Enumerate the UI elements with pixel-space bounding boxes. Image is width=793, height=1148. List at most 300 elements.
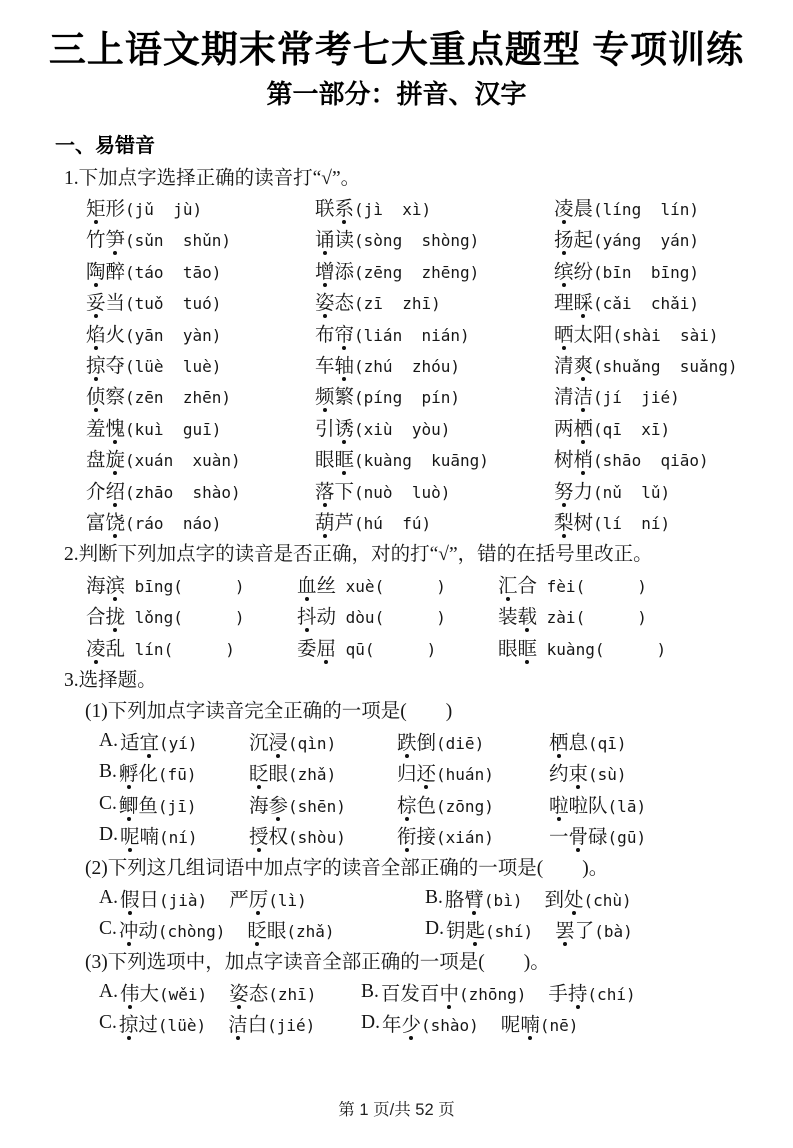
- word-item: [315, 507, 431, 535]
- dotted-character: 洁: [228, 1009, 248, 1037]
- hanzi-word: [554, 262, 593, 283]
- option-cell: [99, 821, 249, 849]
- word-item: [247, 915, 334, 943]
- dotted-character: 厉: [249, 884, 269, 912]
- dotted-character: 焰: [86, 319, 106, 347]
- character: 沉: [249, 732, 269, 754]
- word-cell: [554, 350, 738, 378]
- dotted-character: 伟: [120, 978, 140, 1006]
- dotted-character: 睬: [574, 287, 594, 315]
- pinyin: (shāo qiāo): [593, 451, 709, 471]
- word-item: [315, 287, 441, 315]
- character: 权: [268, 826, 289, 848]
- hanzi-word: [549, 764, 588, 785]
- character: 态: [334, 293, 355, 315]
- word-item: [498, 601, 647, 629]
- word-row: [0, 568, 793, 599]
- word-item: [549, 727, 627, 755]
- option-row: [0, 756, 793, 787]
- option-letter: D.: [361, 1012, 380, 1034]
- page-subtitle: 第一部分：拼音、汉字: [266, 79, 527, 109]
- pinyin: (bì): [483, 890, 523, 910]
- character: 添: [334, 261, 355, 283]
- hanzi-word: [381, 984, 459, 1005]
- dotted-character: 愧: [106, 413, 126, 441]
- pinyin: (fū): [157, 765, 197, 785]
- word-cell: [315, 507, 554, 535]
- hanzi-word: [249, 827, 288, 848]
- pinyin: (qī xī): [593, 419, 671, 439]
- hanzi-word: [315, 199, 354, 220]
- word-row: [0, 348, 793, 379]
- hanzi-word: [554, 230, 593, 251]
- option-cell: [99, 727, 249, 755]
- hanzi-word: [229, 984, 268, 1005]
- hanzi-word: [86, 450, 125, 471]
- pinyin: bīng(: [125, 576, 183, 596]
- word-item: [397, 821, 494, 849]
- word-cell: [86, 319, 315, 347]
- option-cell: [99, 915, 425, 943]
- pinyin: (zhú zhóu): [354, 357, 460, 377]
- hanzi-word: [554, 387, 593, 408]
- word-row: [0, 254, 793, 285]
- question-stem: (2)下列这几组词语中加点字的读音全部正确的一项是( )。: [85, 858, 609, 880]
- dotted-character: 掠: [86, 350, 106, 378]
- character: 树: [573, 512, 594, 534]
- dotted-character: 眶: [518, 633, 538, 661]
- pinyin: (shài sài): [612, 325, 719, 345]
- word-item: [554, 319, 719, 347]
- hanzi-word: [120, 984, 159, 1005]
- option-cell: [361, 1009, 578, 1037]
- dotted-character: 旋: [106, 444, 126, 472]
- dotted-character: 呢: [120, 821, 140, 849]
- pinyin: (jià): [159, 890, 208, 910]
- word-cell: [397, 821, 549, 849]
- hanzi-word: [247, 921, 286, 942]
- option-row: [0, 725, 793, 756]
- dotted-character: 眨: [247, 915, 267, 943]
- pinyin: (lián nián): [354, 325, 470, 345]
- hanzi-word: [397, 764, 436, 785]
- word-item: [315, 444, 489, 472]
- word-cell: [554, 413, 670, 441]
- word-cell: [249, 821, 397, 849]
- word-item: [249, 790, 346, 818]
- pinyin: (jǔ jù): [125, 200, 203, 220]
- word-cell: [249, 790, 397, 818]
- character: 呢: [500, 1015, 521, 1037]
- word-item: [554, 287, 699, 315]
- hanzi-word: [554, 293, 593, 314]
- question2-label: 2.判断下列加点字的读音是否正确，对的打“√”，错的在括号里改正。: [64, 544, 653, 566]
- dotted-character: 啦: [549, 790, 569, 818]
- dotted-character: 妥: [86, 287, 106, 315]
- question1-word-grid: [0, 191, 793, 536]
- character: 太: [573, 324, 594, 346]
- hanzi-word: [297, 607, 336, 628]
- word-item: [119, 758, 197, 786]
- word-item: [549, 821, 646, 849]
- word-cell: [549, 821, 646, 849]
- dotted-character: 屈: [317, 633, 337, 661]
- character: 车: [315, 356, 335, 378]
- character: 盘: [86, 450, 106, 472]
- word-item: [86, 350, 221, 378]
- character: 息: [568, 732, 589, 754]
- word-cell: [549, 758, 627, 786]
- word-cell: [297, 570, 498, 598]
- dotted-character: 诵: [315, 224, 335, 252]
- pinyin: (zēng zhēng): [354, 262, 480, 282]
- dotted-character: 绍: [106, 476, 126, 504]
- character: 介: [86, 481, 106, 503]
- character: 发: [400, 983, 420, 1005]
- dotted-character: 掠: [119, 1009, 139, 1037]
- word-cell: [554, 193, 699, 221]
- word-cell: [86, 413, 315, 441]
- dotted-character: 爽: [574, 350, 594, 378]
- pinyin: (zhōng): [458, 984, 527, 1004]
- pinyin: (nuò luò): [354, 482, 451, 502]
- character: 百: [380, 983, 401, 1005]
- pinyin: (lā): [607, 796, 647, 816]
- character: 读: [334, 230, 355, 252]
- pinyin: (zhāo shào): [125, 482, 241, 502]
- character: 合: [86, 607, 106, 629]
- pinyin: (cǎi chǎi): [593, 294, 699, 314]
- word-item: [119, 915, 225, 943]
- character: 眼: [268, 764, 289, 786]
- pinyin: qū(: [336, 639, 375, 659]
- character: 丝: [316, 575, 337, 597]
- pinyin: (kuì guī): [125, 419, 222, 439]
- character: 联: [315, 199, 335, 221]
- character: 碌: [588, 826, 608, 848]
- pinyin: (táo tāo): [125, 262, 222, 282]
- word-item: [86, 193, 202, 221]
- question3-label: 3.选择题。: [64, 669, 157, 691]
- hanzi-word: [86, 199, 125, 220]
- pinyin: dòu(: [336, 608, 385, 628]
- word-item: [315, 224, 479, 252]
- option-cell: [425, 915, 633, 943]
- character: 理: [554, 293, 574, 315]
- hanzi-word: [86, 230, 125, 251]
- word-cell: [315, 193, 554, 221]
- pinyin: ): [426, 639, 437, 659]
- option-letter: D.: [425, 918, 444, 940]
- character: 海: [86, 575, 106, 597]
- word-item: [381, 978, 527, 1006]
- word-item: [382, 1009, 479, 1037]
- word-item: [315, 256, 479, 284]
- hanzi-word: [315, 419, 354, 440]
- dotted-character: 持: [568, 978, 588, 1006]
- character: 眼: [498, 638, 518, 660]
- word-row: [0, 474, 793, 505]
- dotted-character: 抖: [297, 601, 317, 629]
- word-cell: [498, 601, 647, 629]
- hanzi-word: [446, 921, 485, 942]
- dotted-character: 系: [335, 193, 355, 221]
- character: 年: [381, 1015, 402, 1037]
- character: 当: [105, 293, 126, 315]
- pinyin: kuàng(: [537, 639, 605, 659]
- pinyin: (nǔ lǔ): [593, 482, 671, 502]
- word-item: [544, 884, 631, 912]
- word-item: [554, 476, 670, 504]
- character: 火: [105, 324, 126, 346]
- hanzi-word: [297, 576, 336, 597]
- word-item: [86, 381, 231, 409]
- character: 队: [588, 795, 608, 817]
- page-number: 第 1 页/共 52 页: [338, 1101, 455, 1119]
- word-cell: [498, 633, 666, 661]
- word-item: [86, 413, 221, 441]
- dotted-character: 晒: [554, 319, 574, 347]
- pinyin: (chí): [587, 984, 636, 1004]
- question2-word-grid: [0, 568, 793, 662]
- pinyin: (ní): [159, 827, 198, 847]
- word-item: [554, 193, 699, 221]
- dotted-character: 匙: [465, 915, 485, 943]
- word-item: [554, 224, 699, 252]
- pinyin: ): [234, 576, 245, 596]
- word-item: [498, 633, 666, 661]
- pinyin: (qī): [588, 733, 627, 753]
- hanzi-word: [554, 419, 593, 440]
- word-item: [397, 758, 494, 786]
- dotted-character: 凌: [554, 193, 574, 221]
- word-cell: [315, 287, 554, 315]
- word-item: [315, 476, 450, 504]
- word-item: [120, 821, 198, 849]
- hanzi-word: [501, 1015, 540, 1036]
- pinyin: ): [225, 639, 235, 659]
- character: 胳: [444, 889, 465, 911]
- word-item: [554, 350, 738, 378]
- word-row: [0, 223, 793, 254]
- question-stem: (3)下列选项中，加点字读音全部正确的一项是( )。: [85, 952, 550, 974]
- hanzi-word: [498, 607, 537, 628]
- word-item: [86, 224, 231, 252]
- character: 白: [247, 1015, 268, 1037]
- word-cell: [315, 476, 554, 504]
- pinyin: (qìn): [288, 733, 337, 753]
- hanzi-word: [397, 827, 436, 848]
- dotted-character: 鲫: [119, 790, 139, 818]
- dotted-character: 陶: [86, 256, 106, 284]
- character: 引: [315, 418, 335, 440]
- hanzi-word: [86, 262, 125, 283]
- hanzi-word: [549, 733, 588, 754]
- dotted-character: 增: [315, 256, 335, 284]
- dotted-character: 载: [518, 601, 538, 629]
- dotted-character: 参: [269, 790, 289, 818]
- pinyin: (huán): [436, 765, 494, 785]
- hanzi-word: [86, 576, 125, 597]
- option-letter: C.: [99, 1012, 117, 1034]
- dotted-character: 滨: [106, 570, 126, 598]
- option-letter: C.: [99, 918, 117, 940]
- dotted-character: 轴: [335, 350, 355, 378]
- word-cell: [86, 601, 297, 629]
- pinyin: (lì): [268, 890, 307, 910]
- character: 纷: [573, 261, 594, 283]
- pinyin: lǒng(: [125, 608, 183, 628]
- word-item: [86, 633, 235, 661]
- word-item: [86, 570, 244, 598]
- pinyin: ): [436, 608, 446, 628]
- word-cell: [86, 633, 297, 661]
- hanzi-word: [554, 199, 593, 220]
- hanzi-word: [498, 576, 537, 597]
- word-cell: [498, 570, 647, 598]
- hanzi-word: [315, 325, 354, 346]
- hanzi-word: [554, 513, 593, 534]
- word-row: [0, 599, 793, 630]
- word-row: [0, 286, 793, 317]
- pinyin: (hú fú): [354, 513, 432, 533]
- character: 大: [139, 983, 159, 1005]
- character: 委: [297, 638, 317, 660]
- character: 动: [138, 921, 158, 943]
- pinyin: (chù): [583, 890, 632, 910]
- word-item: [549, 758, 627, 786]
- word-item: [297, 601, 446, 629]
- word-row: [0, 317, 793, 348]
- option-row: [0, 819, 793, 850]
- word-row: [0, 191, 793, 222]
- dotted-character: 频: [315, 381, 335, 409]
- dotted-character: 少: [401, 1009, 421, 1037]
- word-item: [297, 633, 436, 661]
- word-item: [554, 256, 699, 284]
- character: 乱: [105, 638, 126, 660]
- pinyin: (zhī): [268, 984, 317, 1004]
- dotted-character: 笋: [106, 224, 126, 252]
- dotted-character: 矩: [86, 193, 106, 221]
- word-cell: [315, 224, 554, 252]
- word-item: [120, 978, 207, 1006]
- word-row: [0, 380, 793, 411]
- hanzi-word: [315, 262, 354, 283]
- dotted-character: 饶: [106, 507, 126, 535]
- word-row: [0, 505, 793, 536]
- dotted-character: 梨: [554, 507, 574, 535]
- hanzi-word: [120, 733, 159, 754]
- word-item: [297, 570, 446, 598]
- pinyin: ): [656, 639, 667, 659]
- word-cell: [315, 444, 554, 472]
- character: 海: [249, 795, 269, 817]
- pinyin: (yáng yán): [593, 231, 699, 251]
- hanzi-word: [315, 482, 354, 503]
- question-stem: (1)下列加点字读音完全正确的一项是( ): [85, 701, 453, 723]
- word-cell: [86, 193, 315, 221]
- option-letter: A.: [99, 729, 118, 751]
- hanzi-word: [119, 796, 158, 817]
- pinyin: (xiù yòu): [354, 419, 451, 439]
- character: 一: [549, 826, 569, 848]
- pinyin: (líng lín): [593, 200, 699, 220]
- word-cell: [297, 601, 498, 629]
- dotted-character: 努: [554, 476, 574, 504]
- pinyin: (píng pín): [354, 388, 460, 408]
- pinyin: (zhǎ): [288, 765, 337, 785]
- word-item: [554, 381, 680, 409]
- dotted-character: 喃: [520, 1009, 540, 1037]
- word-item: [445, 884, 523, 912]
- pinyin: (jī): [157, 796, 197, 816]
- word-item: [249, 727, 336, 755]
- pinyin: (lüè luè): [125, 357, 222, 377]
- hanzi-word: [555, 921, 594, 942]
- character: 羞: [86, 418, 106, 440]
- hanzi-word: [445, 890, 484, 911]
- word-item: [498, 570, 647, 598]
- character: 合: [517, 575, 538, 597]
- word-cell: [86, 256, 315, 284]
- dotted-character: 眶: [335, 444, 355, 472]
- character: 动: [316, 607, 337, 629]
- character: 眼: [315, 450, 335, 472]
- word-row: [0, 443, 793, 474]
- word-item: [397, 727, 484, 755]
- word-cell: [315, 381, 554, 409]
- word-cell: [554, 256, 699, 284]
- word-cell: [397, 790, 549, 818]
- character: 了: [574, 921, 595, 943]
- dotted-character: 衔: [397, 821, 417, 849]
- option-rows: [0, 976, 793, 1039]
- hanzi-word: [119, 764, 158, 785]
- hanzi-word: [86, 293, 125, 314]
- dotted-character: 罢: [555, 915, 575, 943]
- hanzi-word: [120, 890, 159, 911]
- hanzi-word: [297, 639, 336, 660]
- dotted-character: 眨: [249, 758, 269, 786]
- option-row: [0, 1008, 793, 1039]
- word-item: [554, 413, 670, 441]
- character: 倒: [416, 732, 437, 754]
- hanzi-word: [397, 796, 436, 817]
- dotted-character: 浸: [269, 727, 289, 755]
- option-rows: [0, 725, 793, 851]
- word-item: [120, 727, 198, 755]
- option-cell: [425, 884, 632, 912]
- word-row: [0, 631, 793, 662]
- word-cell: [554, 381, 680, 409]
- character: 约: [549, 764, 569, 786]
- hanzi-word: [315, 450, 354, 471]
- hanzi-word: [86, 513, 125, 534]
- word-cell: [554, 476, 670, 504]
- page-title: 三上语文期末常考七大重点题型 专项训练: [48, 29, 745, 70]
- dotted-character: 侦: [86, 381, 106, 409]
- word-item: [315, 413, 450, 441]
- character: 过: [138, 1015, 158, 1037]
- pinyin: (xián): [436, 827, 494, 847]
- pinyin: xuè(: [336, 576, 385, 596]
- option-row: [0, 976, 793, 1007]
- character: 适: [119, 732, 140, 754]
- hanzi-word: [86, 356, 125, 377]
- word-item: [249, 821, 346, 849]
- hanzi-word: [86, 387, 125, 408]
